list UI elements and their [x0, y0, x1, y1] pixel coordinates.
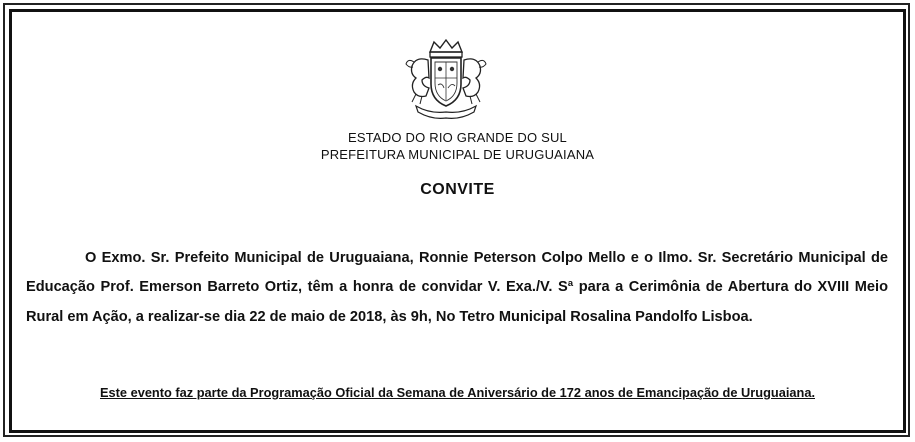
- state-heading: ESTADO DO RIO GRANDE DO SUL: [348, 130, 567, 145]
- invitation-title: CONVITE: [420, 181, 495, 198]
- invitation-body-text: O Exmo. Sr. Prefeito Municipal de Uruguaiana, Ronnie Peterson Colpo Mello e o Ilmo. Sr. Secretário Municipal de Educação Prof. Emerson Barreto Ortiz, têm a honra de convidar V. Exa./V. Sª para a Cerimônia de Abertura do XVIII Meio Rural em Ação, a realizar-se dia 22 de maio de 2018, às 9h, No Tetro Municipal Rosalina Pandolfo Lisboa.: [26, 250, 888, 325]
- invitation-body: [26, 244, 888, 332]
- city-hall-heading: PREFEITURA MUNICIPAL DE URUGUAIANA: [320, 147, 595, 162]
- municipal-coat-of-arms-icon: [400, 38, 492, 120]
- event-footnote: Este evento faz parte da Programação Oficial da Semana de Aniversário de 172 anos de Emancipação de Uruguaiana.: [100, 385, 815, 400]
